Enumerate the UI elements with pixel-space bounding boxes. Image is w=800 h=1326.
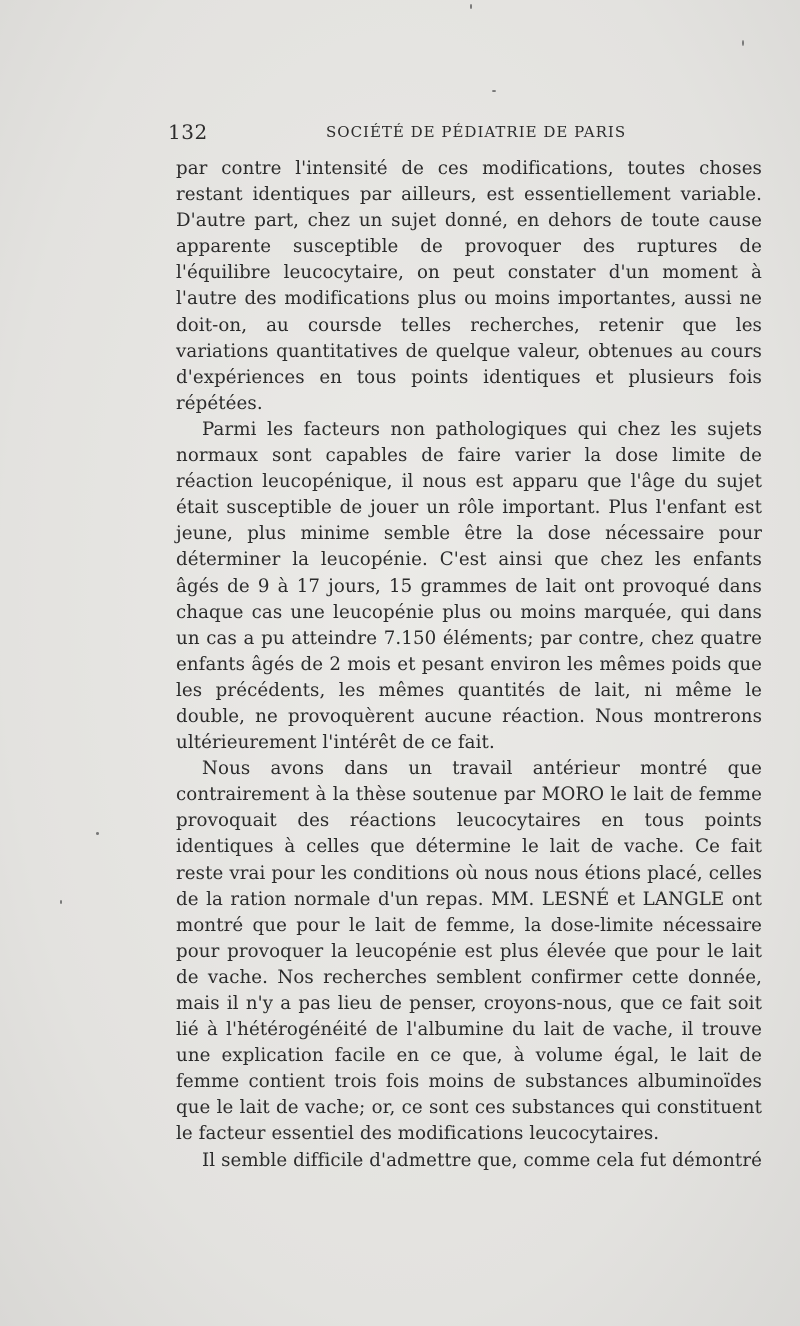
paragraph: Nous avons dans un travail antérieur montré que contrairement à la thèse soutenue par MORO le lait de femme provoquait des réactions leucocytaires en tous points identiques à celles que détermine le lait de vache. Ce fait reste vrai pour les conditions où nous nous étions placé, celles de la ration normale d'un repas. MM. LESNÉ et LANGLE ont montré que pour le lait de femme, la dose-limite nécessaire pour provoquer la leucopénie est plus élevée que pour le lait de vache. Nos recherches semblent confirmer cette donnée, mais il n'y a pas lieu de penser, croyons-nous, que ce fait soit lié à l'hétérogénéité de l'albumine du lait de vache, il trouve une explication facile en ce que, à volume égal, le lait de femme contient trois fois moins de substances albuminoïdes que le lait de vache; or, ce sont ces substances qui constituent le facteur essentiel des modifications leucocytaires. xyxy=(176,758,762,1145)
page-number: 132 xyxy=(168,120,208,144)
paper-speck xyxy=(492,90,496,92)
page-header xyxy=(168,120,768,144)
paragraph: Il semble difficile d'admettre que, comme cela fut démontré xyxy=(202,1149,762,1171)
paragraph: Parmi les facteurs non pathologiques qui chez les sujets normaux sont capables de faire varier la dose limite de réaction leucopénique, il nous est apparu que l'âge du sujet était susceptible de jouer un rôle important. Plus l'enfant est jeune, plus minime semble être la dose nécessaire pour déterminer la leucopénie. C'est ainsi que chez les enfants âgés de 9 à 17 jours, 15 grammes de lait ont provoqué dans chaque cas une leucopénie plus ou moins marquée, qui dans un cas a pu atteindre 7.150 éléments; par contre, chez quatre enfants âgés de 2 mois et pesant environ les mêmes poids que les précédents, les mêmes quantités de lait, ni même le double, ne provoquèrent aucune réaction. Nous montrerons ultérieurement l'intérêt de ce fait. xyxy=(176,418,762,754)
paragraph: par contre l'intensité de ces modifications, toutes choses restant identiques par ailleurs, est essentiellement variable. D'autre part, chez un sujet donné, en dehors de toute cause apparente susceptible de provoquer des ruptures de l'équilibre leucocytaire, on peut constater d'un moment à l'autre des modifications plus ou moins importantes, aussi ne doit-on, au coursde telles recherches, retenir que les variations quantitatives de quelque valeur, obtenues au cours d'expériences en tous points identiques et plusieurs fois répétées. xyxy=(176,158,762,414)
paper-speck xyxy=(96,832,99,835)
running-title: SOCIÉTÉ DE PÉDIATRIE DE PARIS xyxy=(326,123,627,141)
body-text xyxy=(176,156,762,1174)
paper-speck xyxy=(470,4,472,9)
paper-speck xyxy=(60,900,62,904)
paper-speck xyxy=(742,40,744,46)
